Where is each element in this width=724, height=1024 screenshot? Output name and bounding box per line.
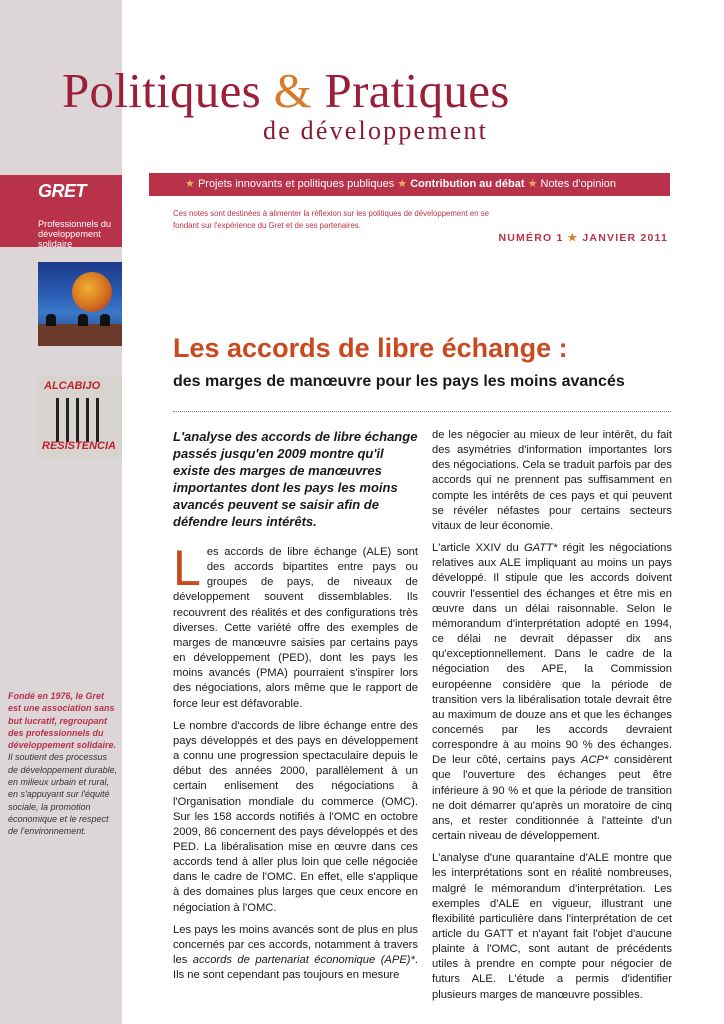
prison-bar xyxy=(56,398,59,442)
glossary-term: GATT* xyxy=(523,542,558,555)
paragraph xyxy=(173,540,418,712)
prison-bar xyxy=(66,398,69,442)
gret-description-text: Il soutient des processus de développement durable, en milieux urbain et rural, en s'appuyant sur l'équité sociale, la promotion économique et le respect de l'environnement. xyxy=(8,752,118,837)
divider-rule xyxy=(173,411,671,412)
speaker-figure xyxy=(46,314,56,326)
left-sidebar xyxy=(0,0,122,1024)
masthead-title-part1: Politiques xyxy=(62,63,274,118)
paragraph: de les négocier au mieux de leur intérêt, du fait des asymétries d'information importantes lors des négociations. Cela se traduit parfois par des accords qui ne prennent pas suffisamment en compte les intérêts de ces pays et qui peuvent se révéler néfastes pour certains secteurs vitaux de leur économie. xyxy=(432,429,672,532)
gret-description xyxy=(8,690,118,838)
masthead-subtitle: de développement xyxy=(263,116,489,145)
prison-bar xyxy=(76,398,79,442)
paragraph-text: . Ils ne sont cependant pas toujours en mesure xyxy=(173,954,418,982)
paragraph xyxy=(432,541,672,844)
star-icon: ★ xyxy=(397,178,408,190)
gret-logo[interactable]: GRET xyxy=(38,181,87,201)
wto-logo-globe xyxy=(72,272,112,312)
article-column-2 xyxy=(432,428,672,1010)
star-icon: ★ xyxy=(185,178,195,190)
nav-item-contribution[interactable]: Contribution au débat xyxy=(410,178,525,190)
speaker-figure xyxy=(100,314,110,326)
paragraph-text: Les pays les moins avancés sont de plus en plus concernés par ces accords, notamment à travers les xyxy=(173,923,418,967)
dropcap: L xyxy=(173,540,201,596)
nav-item-projets[interactable]: Projets innovants et politiques publiques xyxy=(197,178,395,190)
prison-bar xyxy=(96,398,99,442)
nav-item-notes[interactable]: Notes d'opinion xyxy=(540,178,616,190)
conference-photo xyxy=(38,262,122,346)
issue-info xyxy=(478,232,668,244)
graffiti-text-top: ALCABIJO xyxy=(44,380,101,392)
paragraph-text: régit les négociations relatives aux ALE impliquant au moins un pays développé. Il stipule que les accords doivent couvrir l'essentiel des échanges et être mis en œuvre dans un délai raisonnable. Selon le mémorandum d'interprétation adopté en 1994, ce délai ne devrait dépasser dix ans qu'exceptionnellement. Dans le cadre de la négociation des APE, la Commission européenne considère que la période de transition vers la libéralisation totale devrait être au maximum de douze ans et que les échanges concernés par les accords devraient correspondre à au moins 90 % des échanges. De leur côté, certains pays xyxy=(432,542,672,767)
series-nav-bar xyxy=(149,173,670,196)
paragraph: L'analyse d'une quarantaine d'ALE montre que les interprétations sont en réalité nombreuses, malgré le mémorandum d'interprétation. Les exemples d'ALE en vigueur, illustrant une flexibilité particulière dans l'interprétation de cet article du GATT et n'ayant fait l'objet d'aucune plainte à l'OMC, sont autant de précédents utiles à prendre en compte pour négocier de futurs ALE. L'étude a permis d'identifier plusieurs marges de manœuvre possibles. xyxy=(432,852,672,1001)
paragraph xyxy=(173,923,418,984)
gret-tagline: Professionnels du développement solidaire xyxy=(38,219,112,249)
glossary-term: ACP* xyxy=(581,754,609,767)
glossary-term: accords de partenariat économique (APE)* xyxy=(192,954,415,967)
paragraph: Le nombre d'accords de libre échange entre des pays développés et des pays en développement a connu une progression spectaculaire depuis le début des années 2000, parallèlement à un certain enlisement des négociations à l'Organisation mondiale du commerce (OMC). Sur les 158 accords notifiés à l'OMC en octobre 2009, 86 concernent des pays développés et des PED. La libéralisation mise en œuvre dans ces accords tend à aller plus loin que celle négociée dans le cadre de l'OMC. En effet, elle s'applique à des domaines plus larges que ceux encore en négociation à l'OMC. xyxy=(173,719,418,914)
paragraph-text: considèrent que l'ouverture des échanges peut être inférieure à 90 % et que la période de transition ne doit démarrer qu'après un moratoire de cinq ans, et rester conditionnée à l'atteinte d'un certain niveau de développement. xyxy=(432,754,672,843)
issue-date: JANVIER 2011 xyxy=(582,232,668,244)
star-icon: ★ xyxy=(527,178,538,190)
intro-text: Ces notes sont destinées à alimenter la réflexion sur les politiques de développement en se fondant sur l'expérience du Gret et de ses partenaires. xyxy=(173,209,489,230)
article-lead: L'analyse des accords de libre échange passés jusqu'en 2009 montre qu'il existe des marges de manœuvres importantes dont les pays les moins avancés peuvent se saisir afin de défendre leurs intérêts. xyxy=(173,429,418,529)
gret-description-bold: Fondé en 1976, le Gret est une association sans but lucratif, regroupant des professionnels du développement solidaire. xyxy=(8,691,117,751)
masthead-title-part2: Pratiques xyxy=(312,63,510,118)
protest-graffiti-photo xyxy=(38,376,122,460)
prison-bar xyxy=(86,398,89,442)
article-column-1 xyxy=(173,540,418,990)
article-subheadline: des marges de manœuvre pour les pays les moins avancés xyxy=(173,373,625,390)
speaker-figure xyxy=(78,314,88,326)
paragraph-text: es accords de libre échange (ALE) sont des accords bipartites entre pays ou groupes de pays, de niveaux de développement souvent dissemblables. Ils recouvrent des réalités et des configurations très diverses. Cette variété offre des exemples de marges de manœuvre saisies par certains pays en développement (PED), dont les pays les moins avancés (PMA) pourraient s'inspirer lors des négociations, alors même que le rapport de force leur est défavorable. xyxy=(173,546,418,710)
masthead-ampersand: & xyxy=(273,63,312,118)
article-headline: Les accords de libre échange : xyxy=(173,333,568,363)
graffiti-text-bottom: RESISTENCIA xyxy=(42,440,116,452)
star-icon: ★ xyxy=(567,232,579,244)
masthead-title xyxy=(62,62,510,119)
issue-number: NUMÉRO 1 xyxy=(498,232,564,244)
paragraph-text: L'article XXIV du xyxy=(432,542,524,555)
conference-desk xyxy=(38,324,122,346)
